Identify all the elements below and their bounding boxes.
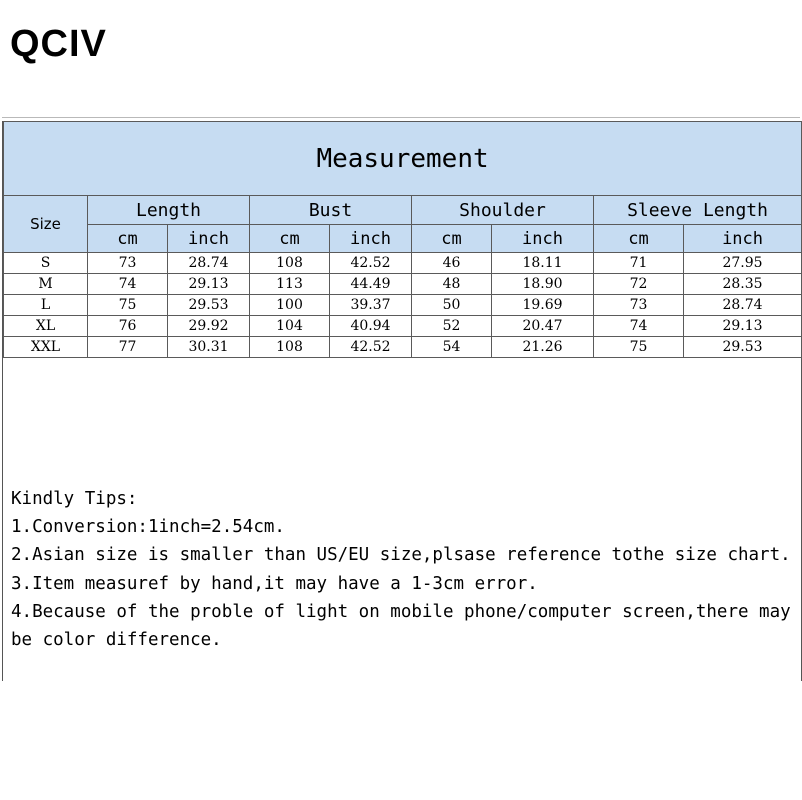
table-row bbox=[4, 274, 802, 295]
size-label-cell: XL bbox=[4, 316, 88, 337]
unit-header: cm bbox=[88, 225, 168, 253]
unit-header: cm bbox=[412, 225, 492, 253]
tip-item: 3.Item measuref by hand,it may have a 1-3cm error. bbox=[11, 573, 538, 594]
table-cell: 28.35 bbox=[684, 274, 802, 295]
group-header-sleeve-length: Sleeve Length bbox=[594, 196, 802, 225]
table-cell: 28.74 bbox=[684, 295, 802, 316]
table-cell: 74 bbox=[594, 316, 684, 337]
size-label-cell: S bbox=[4, 253, 88, 274]
table-title: Measurement bbox=[4, 122, 802, 196]
size-label-cell: M bbox=[4, 274, 88, 295]
table-row bbox=[4, 337, 802, 358]
table-cell: 18.90 bbox=[492, 274, 594, 295]
brand-logo: QCIV bbox=[10, 23, 107, 65]
table-cell: 77 bbox=[88, 337, 168, 358]
table-cell: 29.53 bbox=[168, 295, 250, 316]
table-cell: 73 bbox=[594, 295, 684, 316]
table-cell: 21.26 bbox=[492, 337, 594, 358]
table-cell: 20.47 bbox=[492, 316, 594, 337]
size-chart-body bbox=[4, 253, 802, 358]
table-cell: 113 bbox=[250, 274, 330, 295]
table-cell: 108 bbox=[250, 253, 330, 274]
size-chart-table bbox=[3, 121, 802, 358]
tip-item: 1.Conversion:1inch=2.54cm. bbox=[11, 517, 285, 538]
kindly-tips bbox=[11, 485, 802, 654]
table-cell: 40.94 bbox=[330, 316, 412, 337]
table-row bbox=[4, 295, 802, 316]
table-cell: 71 bbox=[594, 253, 684, 274]
table-cell: 72 bbox=[594, 274, 684, 295]
group-header-length: Length bbox=[88, 196, 250, 225]
table-cell: 18.11 bbox=[492, 253, 594, 274]
table-cell: 104 bbox=[250, 316, 330, 337]
table-cell: 29.53 bbox=[684, 337, 802, 358]
table-cell: 73 bbox=[88, 253, 168, 274]
size-column-header: Size bbox=[4, 196, 88, 253]
table-cell: 100 bbox=[250, 295, 330, 316]
table-row bbox=[4, 316, 802, 337]
size-label-cell: L bbox=[4, 295, 88, 316]
group-header-bust: Bust bbox=[250, 196, 412, 225]
table-cell: 75 bbox=[594, 337, 684, 358]
size-label-cell: XXL bbox=[4, 337, 88, 358]
size-chart-sheet bbox=[2, 121, 802, 681]
table-cell: 42.52 bbox=[330, 253, 412, 274]
table-cell: 52 bbox=[412, 316, 492, 337]
tips-heading: Kindly Tips: bbox=[11, 489, 138, 509]
unit-header: inch bbox=[330, 225, 412, 253]
table-cell: 48 bbox=[412, 274, 492, 295]
table-cell: 76 bbox=[88, 316, 168, 337]
table-cell: 50 bbox=[412, 295, 492, 316]
unit-header: inch bbox=[492, 225, 594, 253]
tip-item: 2.Asian size is smaller than US/EU size,plsase reference tothe size chart. bbox=[11, 545, 791, 566]
table-cell: 108 bbox=[250, 337, 330, 358]
unit-header: cm bbox=[594, 225, 684, 253]
tip-item: 4.Because of the proble of light on mobile phone/computer screen,there may be color difference. bbox=[11, 601, 802, 651]
table-cell: 44.49 bbox=[330, 274, 412, 295]
table-cell: 29.13 bbox=[684, 316, 802, 337]
group-header-shoulder: Shoulder bbox=[412, 196, 594, 225]
table-cell: 75 bbox=[88, 295, 168, 316]
table-cell: 19.69 bbox=[492, 295, 594, 316]
table-cell: 30.31 bbox=[168, 337, 250, 358]
table-row bbox=[4, 253, 802, 274]
table-cell: 42.52 bbox=[330, 337, 412, 358]
table-cell: 54 bbox=[412, 337, 492, 358]
table-cell: 28.74 bbox=[168, 253, 250, 274]
unit-header: inch bbox=[168, 225, 250, 253]
table-cell: 29.92 bbox=[168, 316, 250, 337]
table-cell: 27.95 bbox=[684, 253, 802, 274]
table-cell: 46 bbox=[412, 253, 492, 274]
unit-header: inch bbox=[684, 225, 802, 253]
table-cell: 39.37 bbox=[330, 295, 412, 316]
table-cell: 29.13 bbox=[168, 274, 250, 295]
unit-header: cm bbox=[250, 225, 330, 253]
table-cell: 74 bbox=[88, 274, 168, 295]
